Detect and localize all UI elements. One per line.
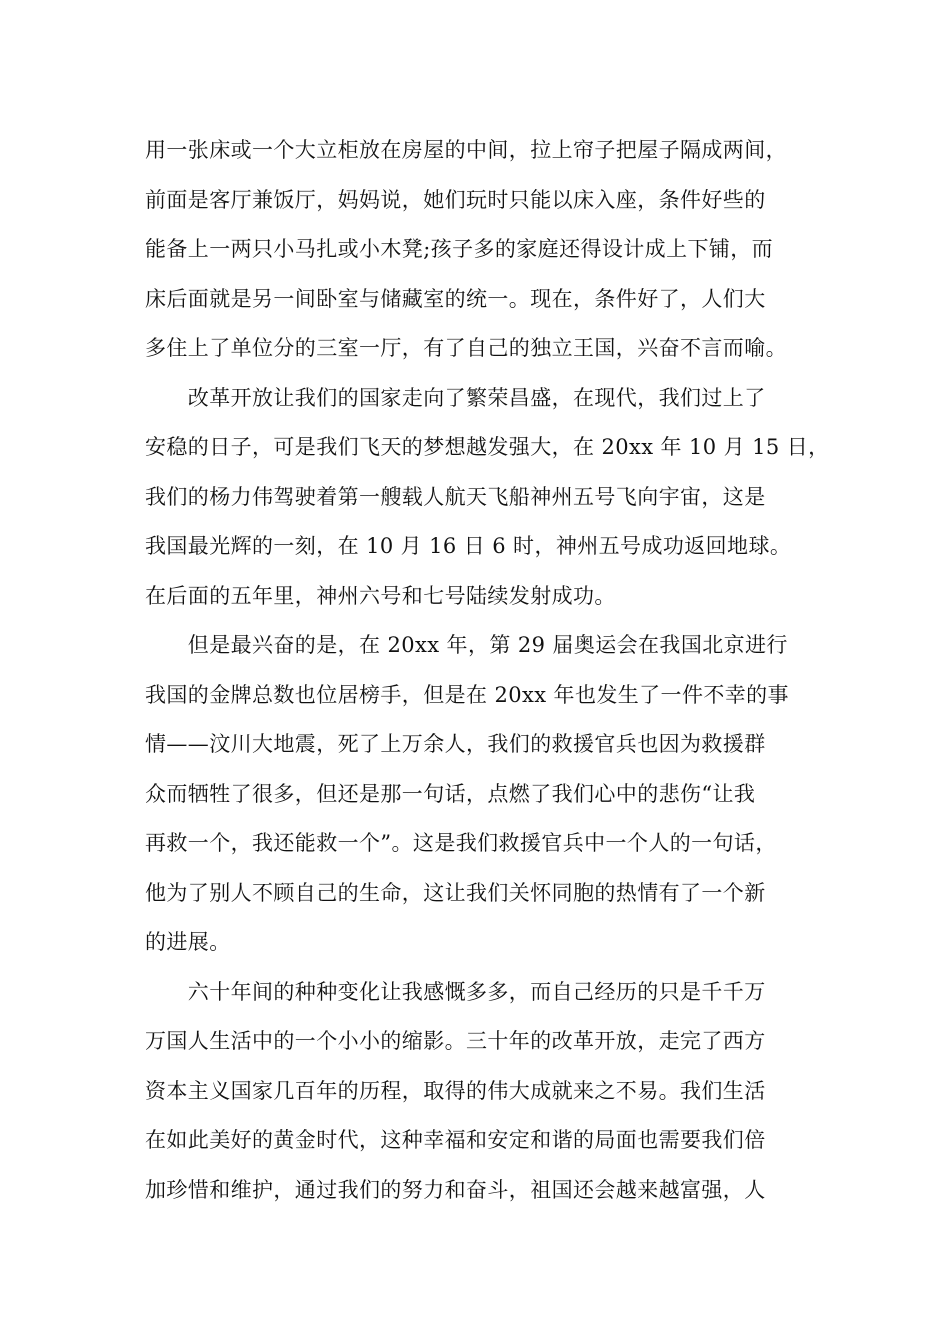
text-line: 多住上了单位分的三室一厅，有了自己的独立王国，兴奋不言而喻。 [145,336,787,360]
text-line: 用一张床或一个大立柜放在房屋的中间，拉上帘子把屋子隔成两间， [145,138,787,162]
body-text [145,126,830,1215]
paragraph-start-line: 六十年间的种种变化让我感慨多多，而自己经历的只是千千万 [145,979,766,1004]
paragraph-start-line: 改革开放让我们的国家走向了繁荣昌盛，在现代，我们过上了 [145,385,766,410]
text-line: 众而牺牲了很多，但还是那一句话，点燃了我们心中的悲伤“让我 [145,781,756,806]
text-line: 能备上一两只小马扎或小木凳;孩子多的家庭还得设计成上下铺，而 [145,237,774,261]
text-line: 资本主义国家几百年的历程，取得的伟大成就来之不易。我们生活 [145,1078,766,1103]
text-line: 再救一个，我还能救一个”。这是我们救援官兵中一个人的一句话， [145,831,777,855]
text-line: 我国最光辉的一刻，在 10 月 16 日 6 时，神州五号成功返回地球。 [145,534,792,558]
text-line: 的进展。 [145,930,231,954]
text-line: 安稳的日子，可是我们飞天的梦想越发强大，在 20xx 年 10 月 15 日， [145,435,830,459]
text-line: 前面是客厅兼饭厅，妈妈说，她们玩时只能以床入座，条件好些的 [145,187,766,212]
paragraph-start-line: 但是最兴奋的是，在 20xx 年，第 29 届奥运会在我国北京进行 [145,633,788,657]
text-line: 我国的金牌总数也位居榜手，但是在 20xx 年也发生了一件不幸的事 [145,682,789,707]
text-line: 情——汶川大地震，死了上万余人，我们的救援官兵也因为救援群 [145,732,766,756]
text-line: 万国人生活中的一个小小的缩影。三十年的改革开放，走完了西方 [145,1029,766,1053]
text-line: 床后面就是另一间卧室与储藏室的统一。现在，条件好了，人们大 [145,286,766,311]
text-line: 我们的杨力伟驾驶着第一艘载人航天飞船神州五号飞向宇宙，这是 [145,484,766,509]
text-line: 在如此美好的黄金时代，这种幸福和安定和谐的局面也需要我们倍 [145,1128,766,1152]
text-line: 他为了别人不顾自己的生命，这让我们关怀同胞的热情有了一个新 [145,880,766,905]
text-line: 在后面的五年里，神州六号和七号陆续发射成功。 [145,583,616,608]
text-line: 加珍惜和维护，通过我们的努力和奋斗，祖国还会越来越富强，人 [145,1177,766,1202]
